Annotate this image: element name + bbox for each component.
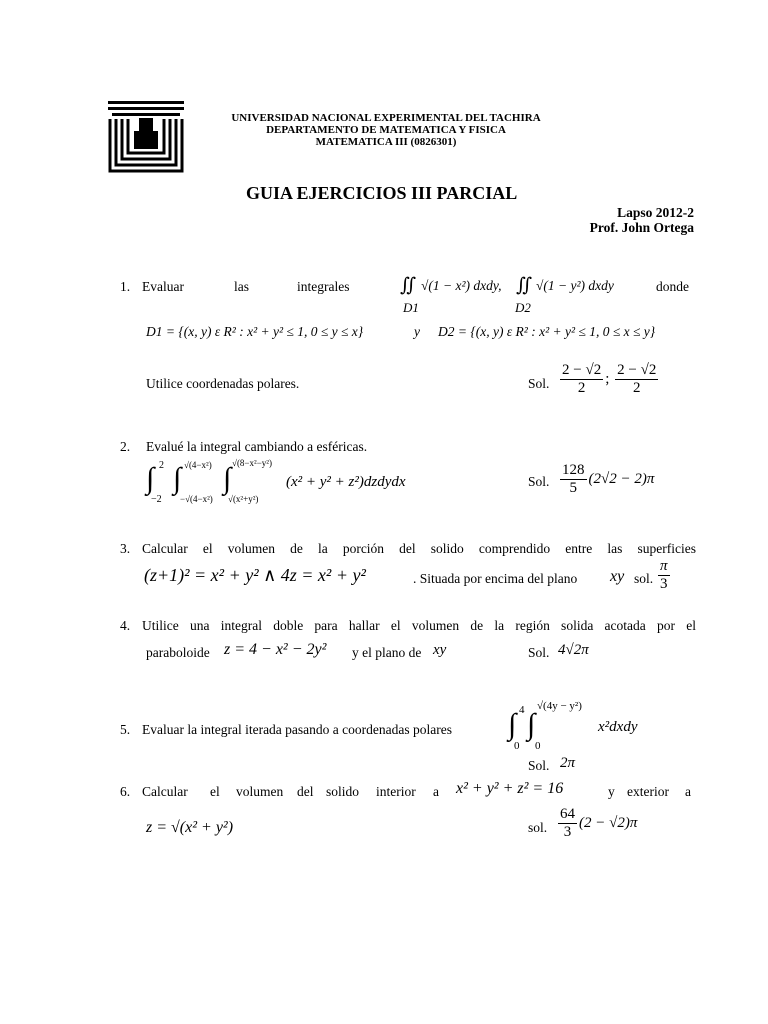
solution-numerator: 64 [558, 806, 577, 824]
problem-1-word: donde [656, 279, 689, 294]
solution-denominator: 3 [660, 576, 668, 593]
problem-1-word: las [234, 279, 249, 294]
solution-label: Sol. [528, 645, 550, 660]
problem-6-cone: z = √(x² + y²) [146, 819, 234, 836]
upper-limit: √(8−x²−y²) [232, 458, 272, 468]
integral-sign: ∫ [527, 708, 536, 741]
solution-separator: ; [605, 371, 610, 388]
problem-5-integrand: x²dxdy [598, 719, 638, 735]
problem-2-solution [558, 462, 654, 498]
solution-label: sol. [634, 571, 654, 586]
problem-5-solution: 2π [560, 755, 576, 771]
problem-6-word: a [685, 784, 691, 799]
integral-2-domain: D2 [515, 300, 531, 315]
lower-limit: −2 [151, 494, 162, 505]
solution-denominator: 5 [569, 480, 577, 497]
solution-label: Sol. [528, 376, 550, 391]
solution-label: Sol. [528, 758, 550, 773]
problem-4-plane: xy [433, 642, 447, 658]
upper-limit: 4 [519, 704, 525, 716]
course-name: MATEMATICA III (0826301) [315, 136, 457, 148]
problem-6-word: solido [326, 784, 360, 799]
upper-limit: 2 [159, 460, 164, 471]
problem-2-text: Evalué la integral cambiando a esféricas. [146, 439, 368, 454]
domain-d2-definition: D2 = {(x, y) ε R² : x² + y² ≤ 1, 0 ≤ x ≤ y} [438, 324, 656, 339]
integral-2-integrand: √(1 − y²) dxdy [536, 278, 614, 293]
professor: Prof. John Ortega [589, 220, 694, 235]
problem-6-word: exterior [627, 784, 669, 799]
solution-denominator: 2 [577, 380, 586, 397]
problem-4-solution: 4√2π [558, 642, 589, 658]
page-title: GUIA EJERCICIOS III PARCIAL [246, 183, 518, 203]
solution-denominator: 3 [563, 824, 572, 841]
problem-3-equation: (z+1)² = x² + y² ∧ 4z = x² + y² [144, 565, 366, 585]
problem-6-word: a [433, 784, 439, 799]
problem-5-text: Evaluar la integral iterada pasando a coordenadas polares [142, 722, 452, 737]
university-logo [108, 101, 184, 177]
solution-numerator: 2 − √2 [615, 362, 658, 380]
problem-6-word: Calcular [142, 784, 188, 799]
problem-4-number: 4. [120, 618, 131, 633]
problem-1-number: 1. [120, 279, 131, 294]
integral-1-domain: D1 [403, 300, 419, 315]
problem-6-word: del [297, 784, 314, 799]
integral-sign: ∫ [223, 462, 232, 495]
double-integral-sign: ∬ [516, 275, 533, 296]
upper-limit: √(4y − y²) [537, 700, 582, 712]
problem-1-word: Evaluar [142, 279, 184, 294]
solution-label: Sol. [528, 474, 550, 489]
problem-6-word: interior [376, 784, 416, 799]
and-word: y [414, 324, 420, 339]
problem-5-number: 5. [120, 722, 131, 737]
solution-numerator: π [658, 558, 670, 576]
problem-6-number: 6. [120, 784, 131, 799]
lower-limit: 0 [535, 740, 541, 752]
upper-limit: √(4−x²) [184, 460, 212, 470]
lower-limit: 0 [514, 740, 520, 752]
problem-1-solution [558, 362, 660, 398]
lower-limit: −√(4−x²) [180, 494, 213, 504]
lapso: Lapso 2012-2 [617, 205, 694, 220]
problem-2-number: 2. [120, 439, 131, 454]
domain-d1-definition: D1 = {(x, y) ε R² : x² + y² ≤ 1, 0 ≤ y ≤ x} [146, 324, 364, 339]
solution-numerator: 2 − √2 [560, 362, 603, 380]
solution-factor: (2 − √2)π [579, 815, 638, 832]
problem-3-solution [656, 558, 672, 594]
problem-6-word: volumen [236, 784, 284, 799]
problem-4-equation: z = 4 − x² − 2y² [224, 641, 327, 658]
problem-3-number: 3. [120, 541, 131, 556]
problem-6-word: y [608, 784, 615, 799]
integral-sign: ∫ [173, 462, 182, 495]
solution-denominator: 2 [632, 380, 641, 397]
problem-4-text: Utilice una integral doble para hallar el volumen de la región solida acotada por el [142, 618, 696, 633]
solution-label: sol. [528, 820, 548, 835]
problem-3-text-2: . Situada por encima del plano [413, 571, 578, 586]
integral-1-integrand: √(1 − x²) dxdy, [421, 278, 502, 293]
problem-3-plane: xy [610, 568, 625, 585]
solution-numerator: 128 [560, 462, 587, 480]
problem-4-text-2: paraboloide [146, 645, 210, 660]
problem-1-hint: Utilice coordenadas polares. [146, 376, 300, 391]
double-integral-sign: ∬ [400, 275, 417, 296]
lower-limit: √(x²+y²) [228, 494, 259, 504]
problem-3-text: Calcular el volumen de la porción del solido comprendido entre las superficies [142, 541, 696, 556]
university-name: UNIVERSIDAD NACIONAL EXPERIMENTAL DEL TACHIRA [231, 112, 541, 124]
solution-factor: (2√2 − 2)π [588, 471, 655, 488]
problem-6-sphere: x² + y² + z² = 16 [456, 780, 564, 797]
problem-6-solution [556, 806, 637, 842]
problem-2-integrand: (x² + y² + z²)dzdydx [286, 474, 406, 490]
problem-4-text-3: y el plano de [352, 645, 422, 660]
problem-1-word: integrales [297, 279, 350, 294]
integral-sign: ∫ [146, 462, 155, 495]
department-name: DEPARTAMENTO DE MATEMATICA Y FISICA [266, 124, 506, 136]
integral-sign: ∫ [508, 708, 517, 741]
problem-6-word: el [210, 784, 220, 799]
